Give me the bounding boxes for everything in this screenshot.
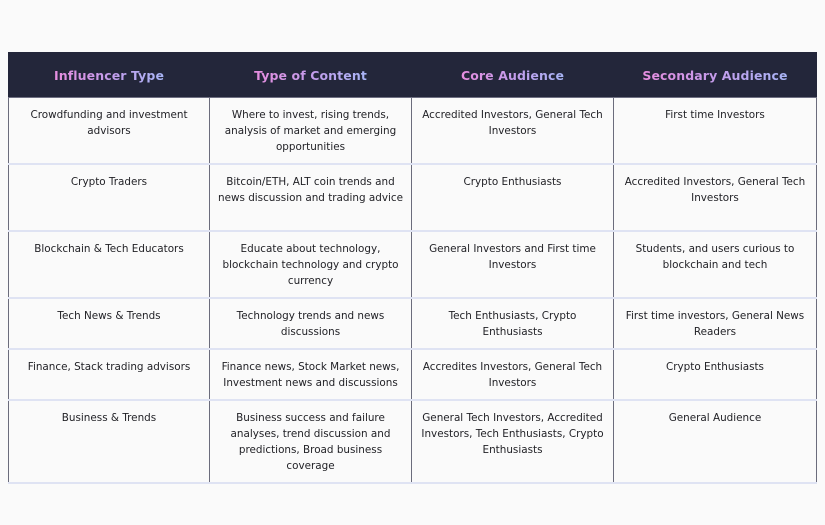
header-row xyxy=(9,52,817,98)
header-influencer-type xyxy=(9,52,210,98)
cell-secondary-audience: Accredited Investors, General Tech Investors xyxy=(614,164,817,231)
cell-core-audience: General Tech Investors, Accredited Investors, Tech Enthusiasts, Crypto Enthusiasts xyxy=(412,400,614,483)
table-row xyxy=(9,298,817,349)
cell-core-audience: Crypto Enthusiasts xyxy=(412,164,614,231)
cell-secondary-audience: First time Investors xyxy=(614,98,817,165)
cell-core-audience: Accredited Investors, General Tech Investors xyxy=(412,98,614,165)
cell-influencer-type: Blockchain & Tech Educators xyxy=(9,231,210,298)
table-row xyxy=(9,349,817,400)
cell-core-audience: General Investors and First time Investors xyxy=(412,231,614,298)
cell-influencer-type: Crowdfunding and investment advisors xyxy=(9,98,210,165)
cell-core-audience: Accredites Investors, General Tech Investors xyxy=(412,349,614,400)
table-row xyxy=(9,231,817,298)
influencer-table xyxy=(8,52,817,484)
cell-secondary-audience: General Audience xyxy=(614,400,817,483)
header-label: Influencer Type xyxy=(53,68,165,83)
cell-type-of-content: Business success and failure analyses, trend discussion and predictions, Broad business coverage xyxy=(210,400,412,483)
header-secondary-audience xyxy=(614,52,817,98)
cell-type-of-content: Technology trends and news discussions xyxy=(210,298,412,349)
header-label: Secondary Audience xyxy=(642,68,788,83)
header-core-audience xyxy=(412,52,614,98)
influencer-table-container xyxy=(8,52,816,484)
cell-secondary-audience: First time investors, General News Readers xyxy=(614,298,817,349)
cell-type-of-content: Where to invest, rising trends, analysis of market and emerging opportunities xyxy=(210,98,412,165)
cell-influencer-type: Finance, Stack trading advisors xyxy=(9,349,210,400)
cell-core-audience: Tech Enthusiasts, Crypto Enthusiasts xyxy=(412,298,614,349)
table-row xyxy=(9,164,817,231)
cell-type-of-content: Finance news, Stock Market news, Investment news and discussions xyxy=(210,349,412,400)
cell-influencer-type: Tech News & Trends xyxy=(9,298,210,349)
cell-secondary-audience: Students, and users curious to blockchain and tech xyxy=(614,231,817,298)
cell-influencer-type: Business & Trends xyxy=(9,400,210,483)
cell-type-of-content: Bitcoin/ETH, ALT coin trends and news discussion and trading advice xyxy=(210,164,412,231)
cell-type-of-content: Educate about technology, blockchain technology and crypto currency xyxy=(210,231,412,298)
header-type-of-content xyxy=(210,52,412,98)
cell-influencer-type: Crypto Traders xyxy=(9,164,210,231)
header-label: Core Audience xyxy=(460,68,565,83)
table-row xyxy=(9,400,817,483)
cell-secondary-audience: Crypto Enthusiasts xyxy=(614,349,817,400)
table-body xyxy=(9,98,817,484)
header-label: Type of Content xyxy=(254,68,367,83)
table-header xyxy=(9,52,817,98)
table-row xyxy=(9,98,817,165)
